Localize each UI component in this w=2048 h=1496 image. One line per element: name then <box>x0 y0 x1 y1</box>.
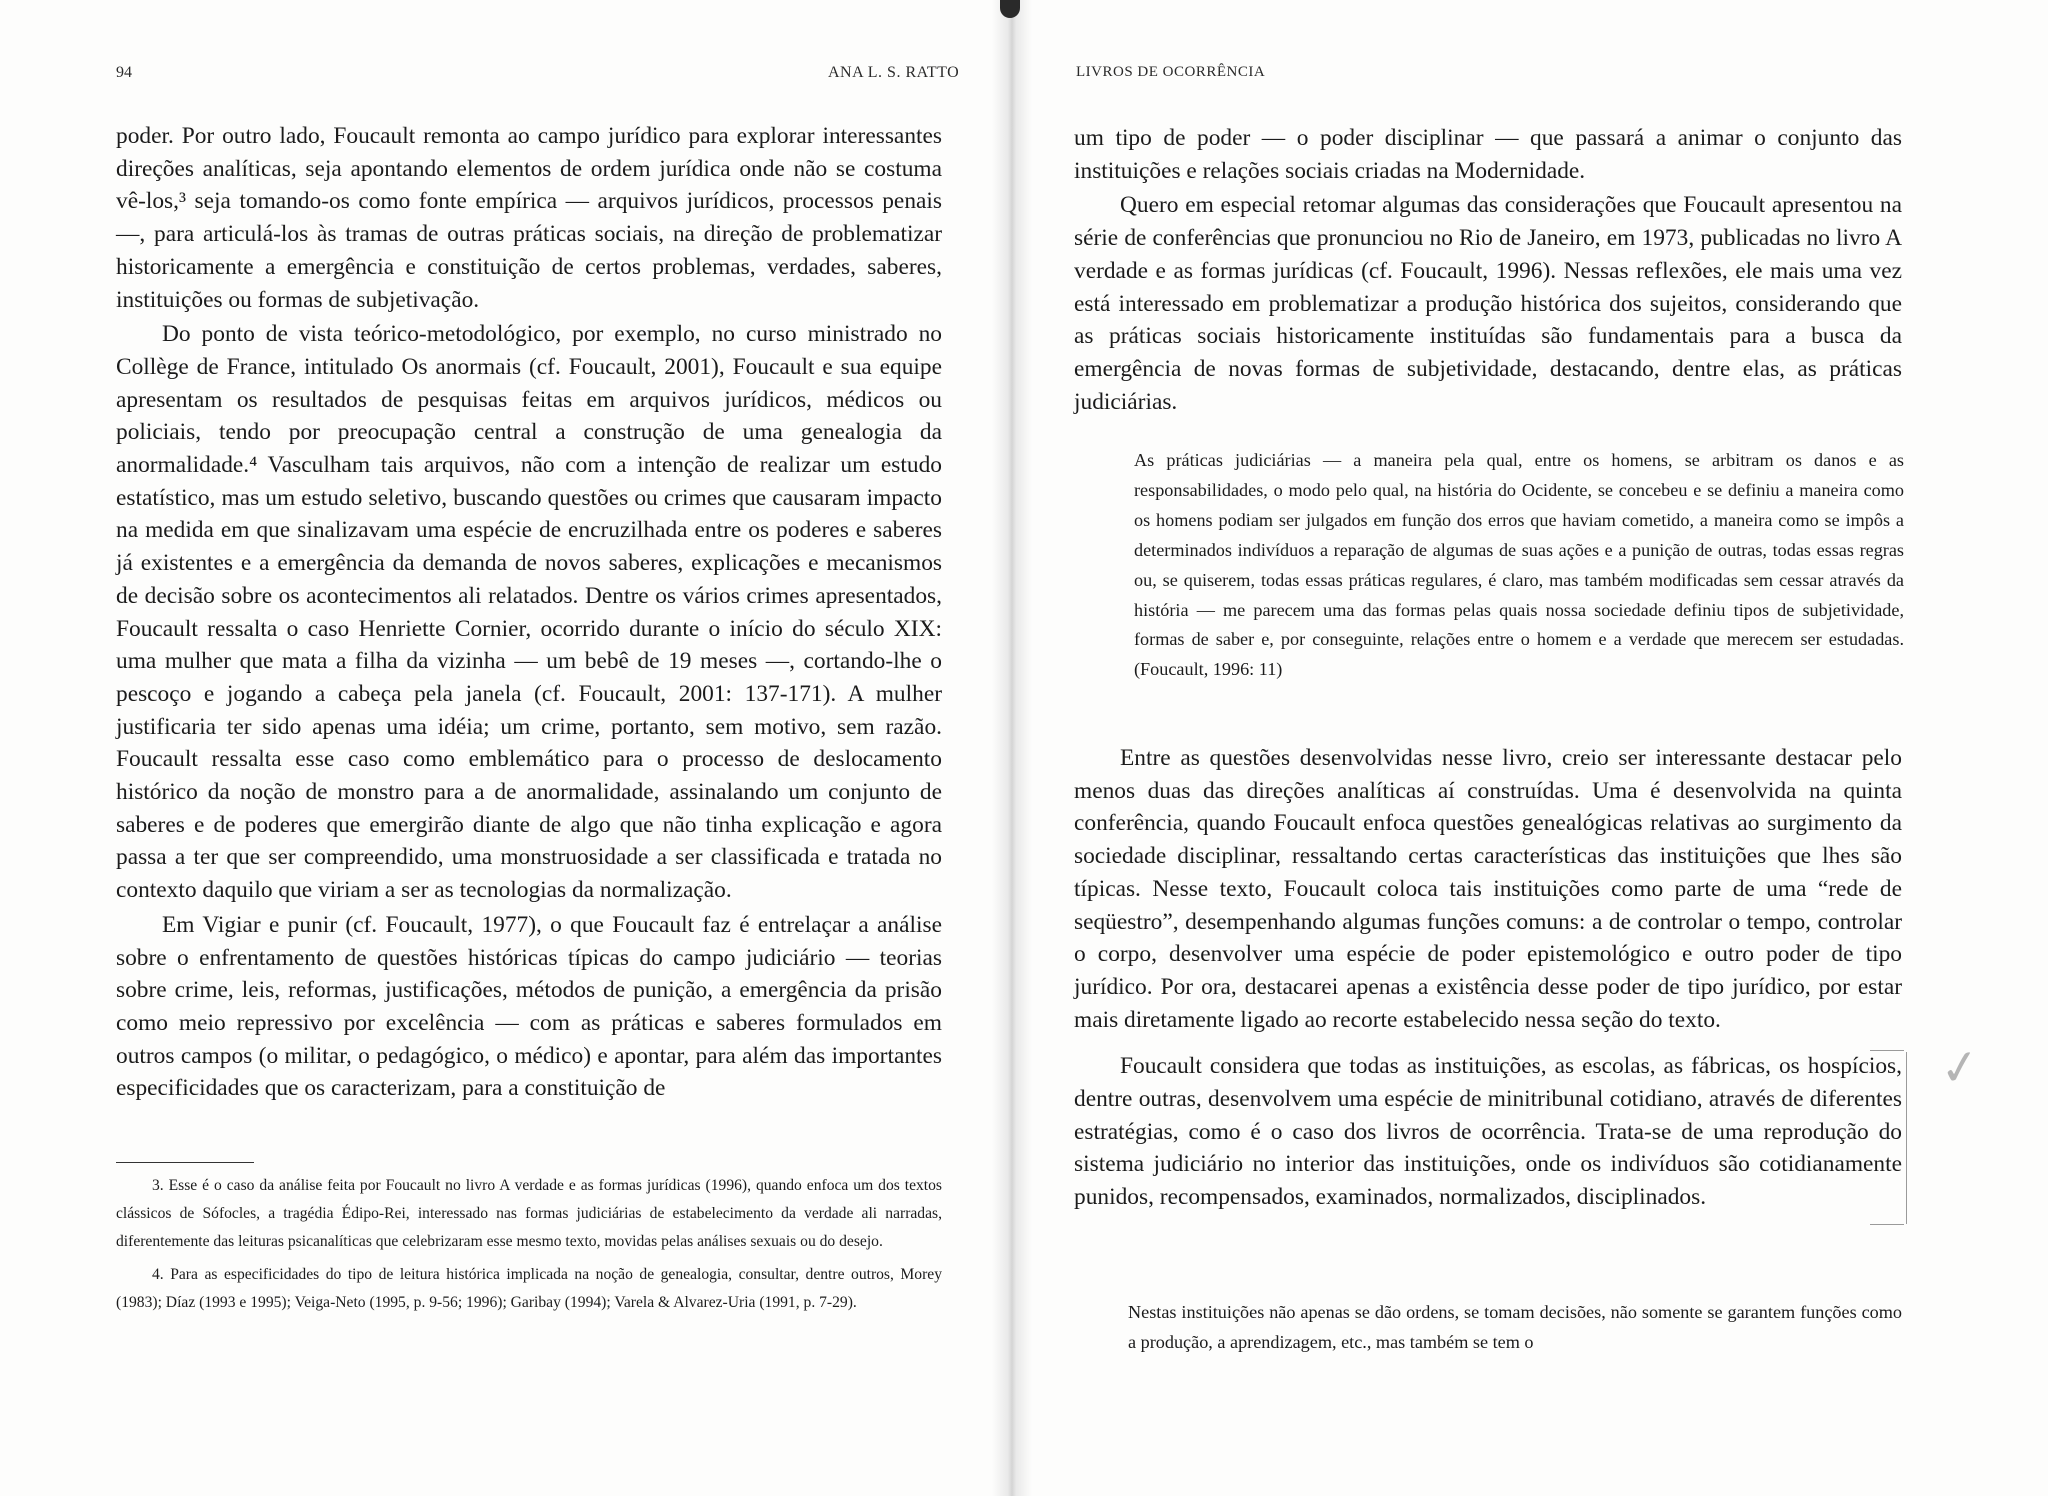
running-head-title: LIVROS DE OCORRÊNCIA <box>1076 64 1266 80</box>
page-number: 94 <box>116 64 132 81</box>
pencil-mark <box>1870 1224 1904 1225</box>
right-body-text-top <box>1074 122 1902 418</box>
footnote: 3. Esse é o caso da análise feita por Foucault no livro A verdade e as formas jurídicas (1996), quando enfoca um dos textos clássicos de Sófocles, a tragédia Édipo-Rei, interessado nas formas judiciárias de estabelecimento da verdade ali narradas, diferentemente das leituras psicanalíticas que celebrizaram esse mesmo texto, movidas pelas análises sexuais ou do desejo. <box>116 1177 942 1250</box>
pencil-bracket <box>1900 1052 1907 1224</box>
paragraph: um tipo de poder — o poder disciplinar — que passará a animar o conjunto das instituições e relações sociais criadas na Modernidade. <box>1074 125 1902 184</box>
paragraph: Do ponto de vista teórico-metodológico, por exemplo, no curso ministrado no Collège de France, intitulado Os anormais (cf. Foucault, 2001), Foucault e sua equipe apresentam os resultados de pesquisas feitas em arquivos jurídicos, médicos ou policiais, tendo por preocupação central a construção de uma genealogia da anormalidade.⁴ Vasculham tais arquivos, não com a intenção de realizar um estudo estatístico, mas um estudo seletivo, buscando questões ou crimes que causaram impacto na medida em que sinalizavam uma espécie de encruzilhada entre os poderes e saberes já existentes e a emergência da demanda de novos saberes, explicações e mecanismos de decisão sobre os acontecimentos ali relatados. Dentre os vários crimes apresentados, Foucault ressalta o caso Henriette Cornier, ocorrido durante o início do século XIX: uma mulher que mata a filha da vizinha — um bebê de 19 meses —, cortando-lhe o pescoço e jogando a cabeça pela janela (cf. Foucault, 2001: 137-171). A mulher justificaria ter sido apenas uma idéia; um crime, portanto, sem motivo, sem razão. Foucault ressalta esse caso como emblemático para o processo de deslocamento histórico da noção de monstro para a de anormalidade, assinalando um conjunto de saberes e de poderes que emergirão diante de algo que não tinha explicação e agora passa a ter que ser compreendido, uma monstruosidade a ser classificada e tratada no contexto daquilo que viriam a ser as tecnologias da normalização. <box>116 321 942 904</box>
block-quote: Nestas instituições não apenas se dão ordens, se tomam decisões, não somente se garantem funções como a produção, a aprendizagem, etc., mas também se tem o <box>1128 1302 1902 1352</box>
running-head-author: ANA L. S. RATTO <box>828 64 960 81</box>
right-body-text-mid <box>1074 742 1902 1214</box>
paragraph: Quero em especial retomar algumas das considerações que Foucault apresentou na série de conferências que pronunciou no Rio de Janeiro, em 1973, publicadas no livro A verdade e as formas jurídicas (cf. Foucault, 1996). Nessas reflexões, ele mais uma vez está interessado em problematizar a produção histórica dos sujeitos, considerando que as práticas sociais historicamente instituídas são fundamentais para a busca da emergência de novas formas de subjetividade, destacando, dentre elas, as práticas judiciárias. <box>1074 192 1902 415</box>
block-quote: As práticas judiciárias — a maneira pela qual, entre os homens, se arbitram os danos e as responsabilidades, o modo pelo qual, na história do Ocidente, se concebeu e se definiu a maneira como os homens podiam ser julgados em função dos erros que haviam cometido, a maneira como se impôs a determinados indivíduos a reparação de algumas de suas ações e a punição de outras, todas essas regras ou, se quiserem, todas essas práticas regulares, é claro, mas também modificadas sem cessar através da história — me parecem uma das formas pelas quais nossa sociedade definiu tipos de subjetividade, formas de saber e, por conseguinte, relações entre o homem e a verdade que merecem ser estudadas. (Foucault, 1996: 11) <box>1134 450 1904 680</box>
paragraph: poder. Por outro lado, Foucault remonta ao campo jurídico para explorar interessantes direções analíticas, seja apontando elementos de ordem jurídica onde não se costuma vê-los,³ seja tomando-os como fonte empírica — arquivos jurídicos, processos penais —, para articulá-los às tramas de outras práticas sociais, na direção de problematizar historicamente a emergência e constituição de certos problemas, verdades, saberes, instituições ou formas de subjetivação. <box>116 123 942 313</box>
pencil-check-icon: ✓ <box>1936 1037 1984 1099</box>
pencil-mark <box>1870 1050 1904 1051</box>
book-gutter <box>992 0 1032 1496</box>
footnote-divider <box>116 1162 254 1163</box>
left-body-text <box>116 120 942 1105</box>
footnote: 4. Para as especificidades do tipo de leitura histórica implicada na noção de genealogia, consultar, dentre outros, Morey (1983); Díaz (1993 e 1995); Veiga-Neto (1995, p. 9-56; 1996); Garibay (1994); Varela & Alvarez-Uria (1991, p. 7-29). <box>116 1266 942 1312</box>
paragraph: Foucault considera que todas as instituições, as escolas, as fábricas, os hospícios, dentre outras, desenvolvem uma espécie de minitribunal cotidiano, através de diferentes estratégias, como é o caso dos livros de ocorrência. Trata-se de uma reprodução do sistema judiciário no interior das instituições, onde os indivíduos são cotidianamente punidos, recompensados, examinados, normalizados, disciplinados. <box>1074 1053 1902 1211</box>
paragraph: Entre as questões desenvolvidas nesse livro, creio ser interessante destacar pelo menos duas das direções analíticas aí construídas. Uma é desenvolvida na quinta conferência, quando Foucault enfoca questões genealógicas relativas ao surgimento da sociedade disciplinar, ressaltando certas características das instituições que lhes são típicas. Nesse texto, Foucault coloca tais instituições como parte de uma “rede de seqüestro”, desempenhando algumas funções comuns: a de controlar o tempo, controlar o corpo, desenvolver uma espécie de poder epistemológico e outro poder de tipo jurídico. Por ora, destacarei apenas a existência desse poder de tipo jurídico, por estar mais diretamente ligado ao recorte estabelecido nessa seção do texto. <box>1074 745 1902 1033</box>
footnotes <box>116 1172 942 1317</box>
paragraph: Em Vigiar e punir (cf. Foucault, 1977), o que Foucault faz é entrelaçar a análise sobre o enfrentamento de questões históricas típicas do campo judiciário — teorias sobre crime, leis, reformas, justificações, métodos de punição, a emergência da prisão como meio repressivo por excelência — com as práticas e saberes formulados em outros campos (o militar, o pedagógico, o médico) e apontar, para além das importantes especificidades que os caracterizam, para a constituição de <box>116 911 942 1102</box>
